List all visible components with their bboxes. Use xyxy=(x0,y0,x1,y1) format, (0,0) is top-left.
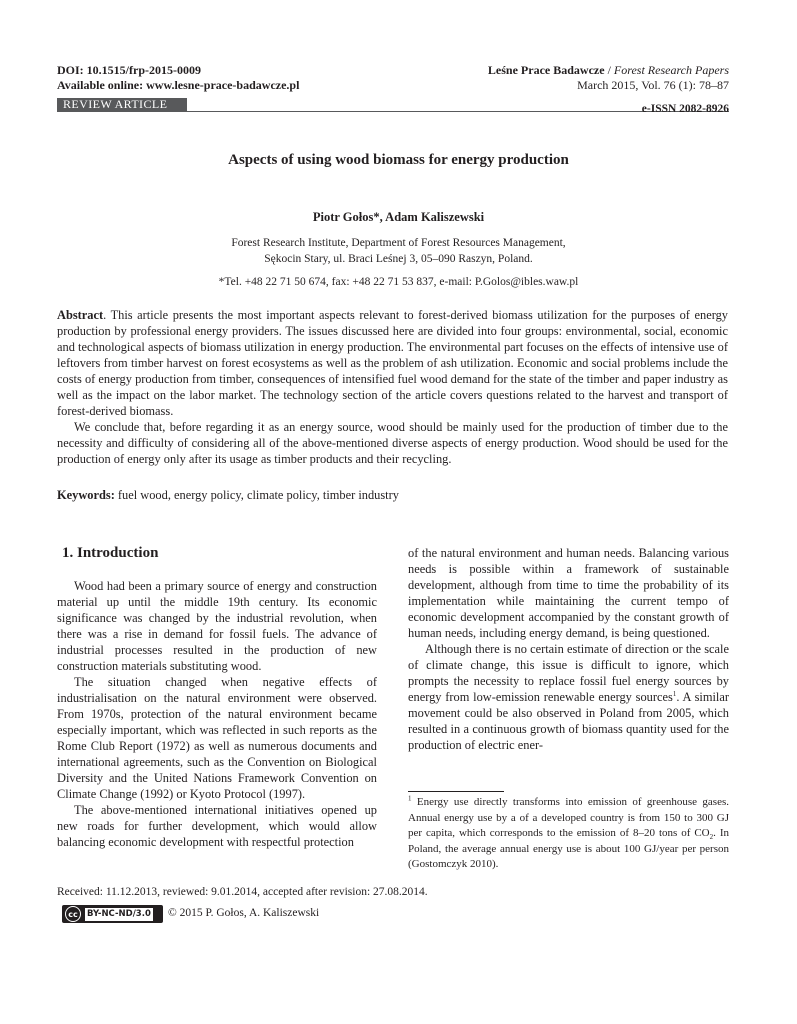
section-heading-introduction: 1. Introduction xyxy=(62,545,159,561)
article-title: Aspects of using wood biomass for energy production xyxy=(228,152,569,168)
intro-paragraph-5-b: . A similar movement could be also observed in Poland from 2005, which resulted in a continuous growth of biomass quantity used for the production of electric ener- xyxy=(408,690,729,752)
copyright: © 2015 P. Gołos, A. Kaliszewski xyxy=(168,907,320,919)
author-first: Piotr Gołos xyxy=(312,210,374,224)
footnote-ref-1[interactable]: 1 xyxy=(672,689,677,698)
keywords-label: Keywords: xyxy=(57,488,115,502)
affiliation-line-2: Sękocin Stary, ul. Braci Leśnej 3, 05–090 Raszyn, Poland. xyxy=(264,253,533,265)
affiliation xyxy=(0,235,797,267)
abstract xyxy=(57,307,728,467)
issn: e-ISSN 2082-8926 xyxy=(641,103,729,115)
doi[interactable]: DOI: 10.1515/frp-2015-0009 xyxy=(57,63,201,77)
abstract-paragraph-1: . This article presents the most important aspects relevant to forest-derived biomass utilization for the purposes of energy production by professional energy providers. The issues discussed here are divided into four groups: environmental, social, economic and technological aspects of biomass utilization in energy production. The environmental part focuses on the effects of intensive use of leftovers from timber harvest on forest ecosystems as well as the problem of ash utilization. Economic and social problems include the costs of energy production from timber, consequences of intensified fuel wood demand for the state of the timber and paper industry as well as the impact on the labor market. The technology section of the article covers questions related to the harvest and transport of forest-derived biomass. xyxy=(57,308,728,418)
journal-separator: / xyxy=(604,63,614,77)
authors xyxy=(0,210,797,225)
intro-paragraph-3: The above-mentioned international initiatives opened up new roads for further development, which would allow balancing economic development with respectful protection xyxy=(57,803,377,849)
footnote-text-a: Energy use directly transforms into emission of greenhouse gases. Annual energy use by a of a developed country is from 150 to 300 GJ per capita, which corresponds to the emission of 8–20 tons of CO xyxy=(408,796,729,840)
journal-name-pl: Leśne Prace Badawcze xyxy=(487,63,605,77)
cc-license-badge[interactable] xyxy=(62,905,163,923)
footnote-rule xyxy=(408,791,504,792)
creative-commons-icon: cc xyxy=(65,906,81,922)
license-label: BY-NC-ND/3.0 xyxy=(87,908,151,919)
footnote-subscript: 2 xyxy=(709,833,714,842)
issue-info: March 2015, Vol. 76 (1): 78–87 xyxy=(577,78,729,92)
available-online[interactable]: Available online: www.lesne-prace-badawcze.pl xyxy=(57,78,300,92)
intro-paragraph-4: of the natural environment and human needs. Balancing various needs is possible within a framework of sustainable development, although from time to time the probability of its implementation while maintaining the current tempo of economic development accompanied by the constant growth of human needs, including energy demand, is being questioned. xyxy=(408,546,729,640)
affiliation-line-1: Forest Research Institute, Department of Forest Resources Management, xyxy=(231,237,566,249)
author-rest: , Adam Kaliszewski xyxy=(379,210,485,224)
journal-name xyxy=(488,63,729,77)
intro-paragraph-2: The situation changed when negative effects of industrialisation on the natural environment were observed. From 1970s, protection of the natural environment became especially important, which was reflected in such reports as the Rome Club Report (1972) as well as numerous documents and international agreements, such as the Convention on Biological Diversity and the United Nations Framework Convention on Climate Change (1992) or Kyoto Protocol (1997). xyxy=(57,675,377,801)
contact-text[interactable]: Tel. +48 22 71 50 674, fax: +48 22 71 53 837, e-mail: P.Golos@ibles.waw.pl xyxy=(224,276,579,288)
contact-info xyxy=(0,276,797,288)
article-type-badge: REVIEW ARTICLE xyxy=(57,98,187,111)
journal-name-en: Forest Research Papers xyxy=(613,63,729,77)
abstract-label: Abstract xyxy=(57,308,104,322)
footnote-1 xyxy=(408,795,729,873)
corresponding-mark: * xyxy=(373,210,380,224)
abstract-paragraph-2: We conclude that, before regarding it as an energy source, wood should be mainly used for the production of timber due to the necessity and difficulty of considering all of the above-mentioned diverse aspects of energy production. Wood should be used for the production of energy only after its usage as timber products and their recycling. xyxy=(57,420,728,466)
contact-star: * xyxy=(218,276,225,288)
right-column xyxy=(408,545,729,753)
intro-paragraph-5 xyxy=(408,641,729,753)
received-dates: Received: 11.12.2013, reviewed: 9.01.2014, accepted after revision: 27.08.2014. xyxy=(57,886,428,898)
header-rule xyxy=(57,111,729,112)
keywords xyxy=(57,487,728,503)
intro-paragraph-5-a: Although there is no certain estimate of direction or the scale of climate change, this issue is difficult to ignore, which prompts the necessity to replace fossil fuel energy sources by energy from low-emission renewable energy sources xyxy=(408,642,729,704)
keywords-text: fuel wood, energy policy, climate policy, timber industry xyxy=(114,488,399,502)
left-column xyxy=(57,578,377,850)
intro-paragraph-1: Wood had been a primary source of energy and construction material up until the middle 19th century. Its economic significance was changed by the industrial revolution, when there was a rise in demand for fossil fuels. The advance of industrial processes resulted in the production of new construction materials substituting wood. xyxy=(57,579,377,673)
footnote-mark: 1 xyxy=(408,794,412,803)
footnote-text-b: . In Poland, the average annual energy use is about 100 GJ/year per person (Gostomczyk 2010). xyxy=(408,827,729,871)
